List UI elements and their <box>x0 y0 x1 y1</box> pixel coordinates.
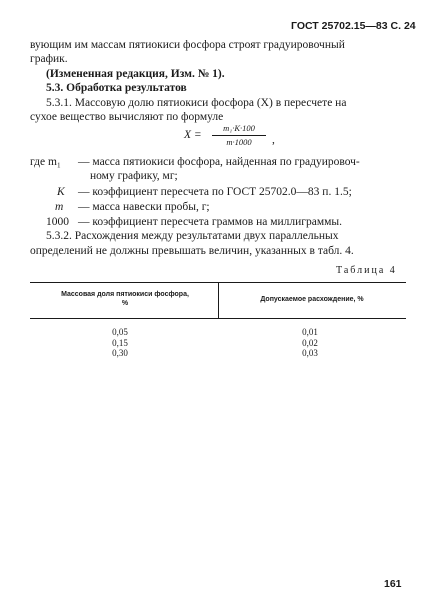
table-cell: 0,30 <box>112 348 128 358</box>
section-heading: 5.3. Обработка результатов <box>46 82 187 94</box>
table-header-rule <box>30 318 406 319</box>
page-header: ГОСТ 25702.15—83 С. 24 <box>291 20 416 32</box>
edition-note: (Измененная редакция, Изм. № 1). <box>46 68 225 80</box>
table-column-divider <box>218 282 219 318</box>
text-line: график. <box>30 53 68 65</box>
legend-symbol-m: m <box>55 201 64 213</box>
legend-text: ному графику, мг; <box>90 170 178 182</box>
table-cell: 0,02 <box>302 338 318 348</box>
formula-denominator: m·1000 <box>226 137 252 147</box>
formula-numerator: m₁·K·100 <box>223 123 255 133</box>
paragraph-line: сухое вещество вычисляют по формуле <box>30 111 224 123</box>
legend-symbol-m1: где m₁ <box>30 156 61 168</box>
table-caption: Таблица 4 <box>336 265 397 276</box>
legend-text: — масса пятиокиси фосфора, найденная по градуировоч- <box>78 156 360 168</box>
table-header-cell: Допускаемое расхождение, % <box>260 296 364 303</box>
paragraph-line: 5.3.2. Расхождения между результатами двух параллельных <box>46 230 339 242</box>
table-cell: 0,05 <box>112 327 128 337</box>
legend-symbol-1000: 1000 <box>46 216 69 228</box>
table-cell: 0,01 <box>302 327 318 337</box>
formula-lhs: X = <box>184 129 202 141</box>
paragraph-line: определений не должны превышать величин, указанных в табл. 4. <box>30 245 354 257</box>
paragraph-line: 5.3.1. Массовую долю пятиокиси фосфора (X) в пересчете на <box>46 97 347 109</box>
fraction-line <box>212 135 266 136</box>
text-line: вующим им массам пятиокиси фосфора строят градуировочный <box>30 39 345 51</box>
table-header-cell: Массовая доля пятиокиси фосфора, % <box>61 291 189 307</box>
legend-text: — коэффициент пересчета граммов на миллиграммы. <box>78 216 343 228</box>
table-cell: 0,15 <box>112 338 128 348</box>
formula-fraction <box>212 123 266 151</box>
legend-text: — масса навески пробы, г; <box>78 201 210 213</box>
legend-symbol-k: K <box>57 186 65 198</box>
formula-comma: , <box>272 134 275 146</box>
page-number: 161 <box>384 578 402 590</box>
table-cell: 0,03 <box>302 348 318 358</box>
legend-text: — коэффициент пересчета по ГОСТ 25702.0—83 п. 1.5; <box>78 186 352 198</box>
